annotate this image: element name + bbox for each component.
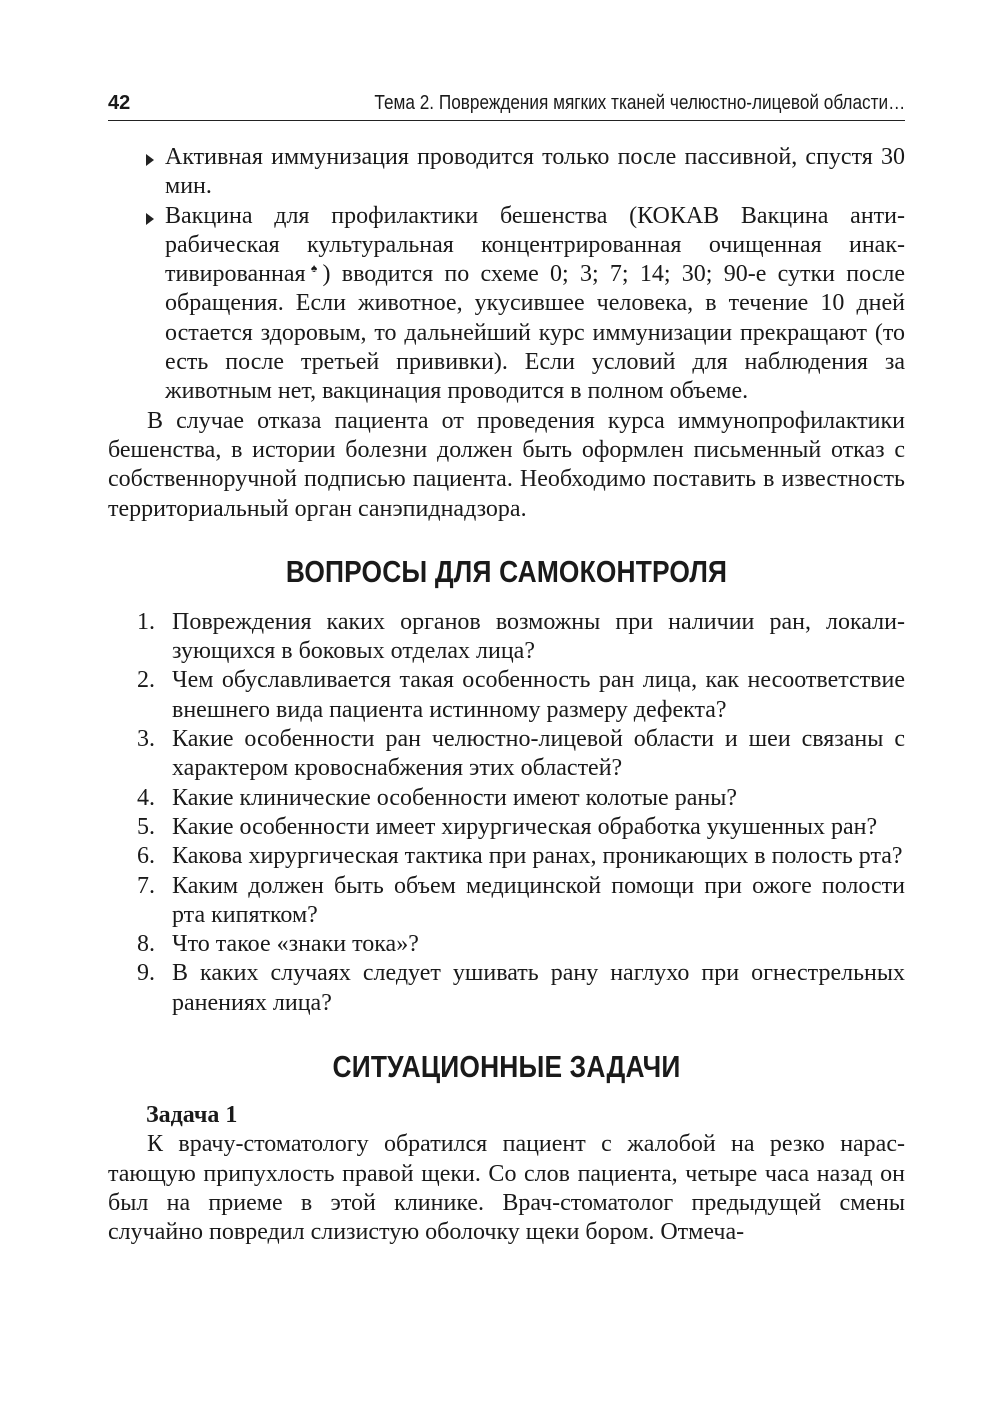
running-title: Тема 2. Повреждения мягких тканей челюстно-лицевой области… — [374, 92, 905, 114]
body-paragraph: В случае отказа пациента от проведения курса иммунопрофилактики бешенства, в истории болезни должен быть оформлен письменный отказ с собственноручной подписью пациента. Необходимо поставить в известность территориальный орган санэпиднадзора. — [108, 407, 905, 522]
question-number: 4. — [137, 784, 155, 811]
question-number: 9. — [137, 960, 155, 987]
question-number: 8. — [137, 931, 155, 958]
page-content — [108, 143, 905, 1248]
bullet-text: Активная иммунизация проводится только после пассивной, спустя 30 мин. — [165, 144, 905, 200]
question-text: Чем обуславливается такая особенность ран лица, как несоответствие внешнего вида пациента истинному размеру дефекта? — [172, 667, 905, 723]
bullet-item — [108, 202, 905, 407]
triangle-bullet-icon — [146, 213, 154, 225]
question-text: Какова хирургическая тактика при ранах, проникающих в полость рта? — [172, 843, 903, 870]
question-number: 7. — [137, 872, 155, 899]
question-number: 1. — [137, 608, 155, 635]
question-item — [108, 842, 905, 871]
section-heading-self-control: ВОПРОСЫ ДЛЯ САМОКОНТРОЛЯ — [285, 553, 728, 589]
question-text: Что такое «знаки тока»? — [172, 931, 419, 958]
question-item — [108, 608, 905, 667]
page-number: 42 — [108, 92, 131, 114]
running-header — [108, 86, 905, 121]
question-number: 6. — [137, 843, 155, 870]
question-item — [108, 784, 905, 813]
question-item — [108, 666, 905, 725]
question-text: Повреждения каких органов возможны при наличии ран, локализующихся в боковых отделах лица? — [172, 608, 905, 665]
question-text: Каким должен быть объем медицинской помощи при ожоге полости рта кипятком? — [172, 872, 905, 928]
question-text: Какие особенности ран челюстно-лицевой области и шеи связаны с характером кровоснабжения этих областей? — [172, 726, 905, 782]
question-item — [108, 959, 905, 1018]
question-number: 5. — [137, 813, 155, 840]
question-number: 3. — [137, 726, 155, 753]
bullet-list — [108, 143, 905, 407]
question-number: 2. — [137, 667, 155, 694]
task-title: Задача 1 — [146, 1102, 238, 1129]
section-heading-tasks: СИТУАЦИОННЫЕ ЗАДАЧИ — [332, 1049, 681, 1085]
question-item — [108, 930, 905, 959]
bullet-text: Вакцина для профилактики бешенства (КОКАВ Вакцина антирабическая культуральная концентрированная очищенная инактивированная — [165, 202, 905, 288]
question-item — [108, 872, 905, 931]
question-text: В каких случаях следует ушивать рану наглухо при огнестрельных ранениях лица? — [172, 960, 905, 1016]
question-item — [108, 725, 905, 784]
bullet-item — [108, 143, 905, 202]
questions-list — [108, 608, 905, 1018]
question-text: Какие особенности имеет хирургическая обработка укушенных ран? — [172, 813, 878, 840]
triangle-bullet-icon — [146, 154, 154, 166]
bullet-text-continued: ) вводится по схеме 0; 3; 7; 14; 30; 90-е сутки после обращения. Если животное, укусившее человека, в течение 10 дней остается здоровым, то дальнейший курс иммунизации прекращают (то есть после третьей прививки). Если условий для наблюдения за животным нет, вакцинация проводится в полном объеме. — [165, 261, 906, 405]
spade-mark: ♠ — [305, 261, 323, 276]
question-text: Какие клинические особенности имеют колотые раны? — [172, 784, 737, 811]
task-text: К врачу-стоматологу обратился пациент с жалобой на резко нарастающую припухлость правой щеки. Со слов пациента, четыре часа назад он был на приеме в этой клинике. Врач-стоматолог предыдущей смены случайно повредил слизистую оболочку щеки бором. Отмеча- — [108, 1131, 905, 1246]
question-item — [108, 813, 905, 842]
